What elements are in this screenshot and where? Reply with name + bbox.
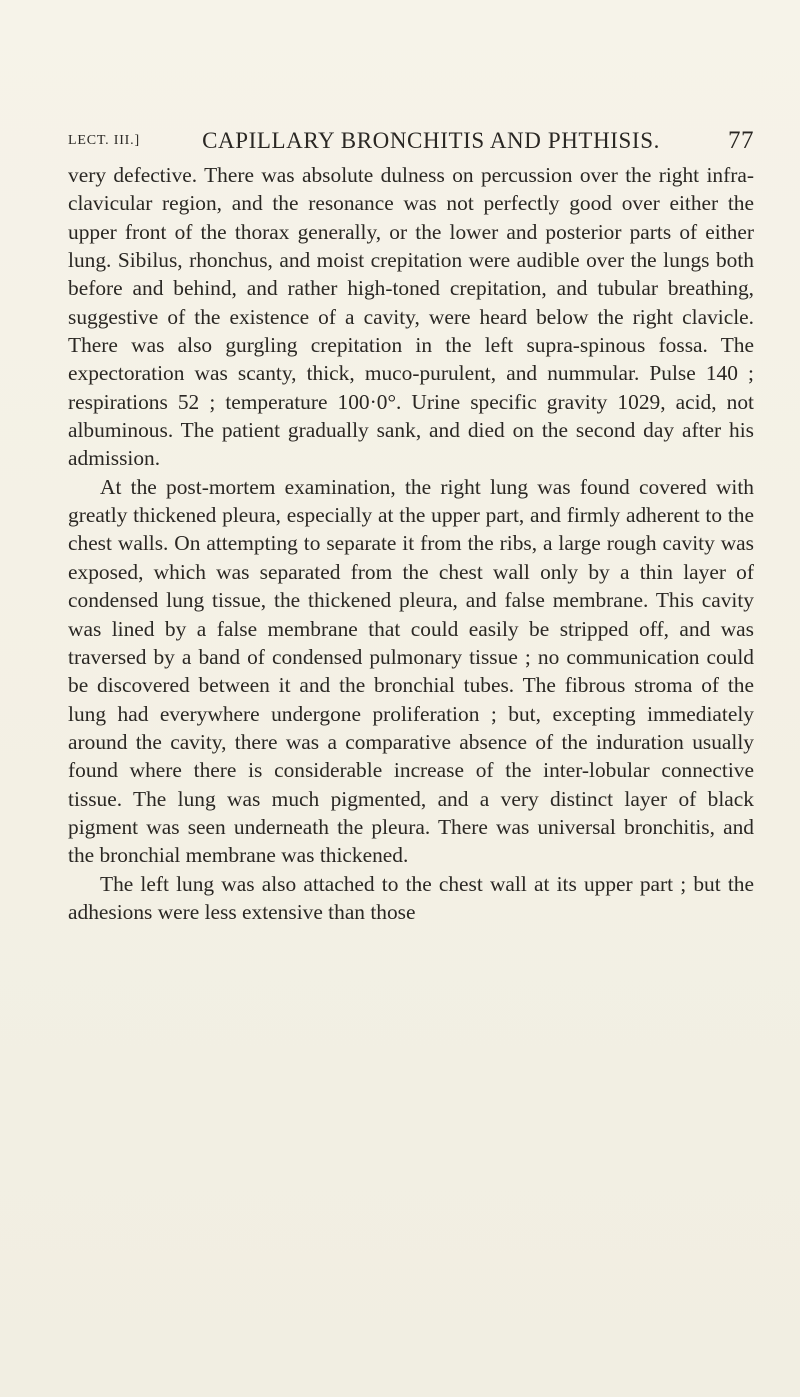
paragraph-1: very defective. There was absolute dulness on percussion over the right infra-clavicular region, and the resonance was not perfectly good over either the upper front of the thorax generally, or the lower and posterior parts of either lung. Sibilus, rhonchus, and moist crepitation were audible over the lungs both before and behind, and rather high-toned crepitation, and tubular breathing, suggestive of the existence of a cavity, were heard below the right clavicle. There was also gurgling crepitation in the left supra-spinous fossa. The expectoration was scanty, thick, muco-purulent, and nummular. Pulse 140 ; respirations 52 ; temperature 100·0°. Urine specific gravity 1029, acid, not albuminous. The patient gradually sank, and died on the second day after his admission. [68,163,754,471]
page-number: 77 [728,127,754,154]
paragraph-3: The left lung was also attached to the chest wall at its upper part ; but the adhesions were less extensive than those [68,871,754,924]
chapter-title: CAPILLARY BRONCHITIS AND PHTHISIS. [202,128,660,153]
lecture-reference: LECT. III.] [68,133,140,148]
body-text [68,161,754,926]
running-head [68,128,754,158]
paragraph-2: At the post-mortem examination, the right lung was found covered with greatly thickened pleura, especially at the upper part, and firmly adherent to the chest walls. On attempting to separate it from the ribs, a large rough cavity was exposed, which was separated from the chest wall only by a thin layer of condensed lung tissue, the thickened pleura, and false membrane. This cavity was lined by a false membrane that could easily be stripped off, and was traversed by a band of condensed pulmonary tissue ; no communication could be discovered between it and the bronchial tubes. The fibrous stroma of the lung had everywhere undergone proliferation ; but, excepting immediately around the cavity, there was a comparative absence of the induration usually found where there is considerable increase of the inter-lobular connective tissue. The lung was much pigmented, and a very distinct layer of black pigment was seen underneath the pleura. There was universal bronchitis, and the bronchial membrane was thickened. [68,474,754,868]
